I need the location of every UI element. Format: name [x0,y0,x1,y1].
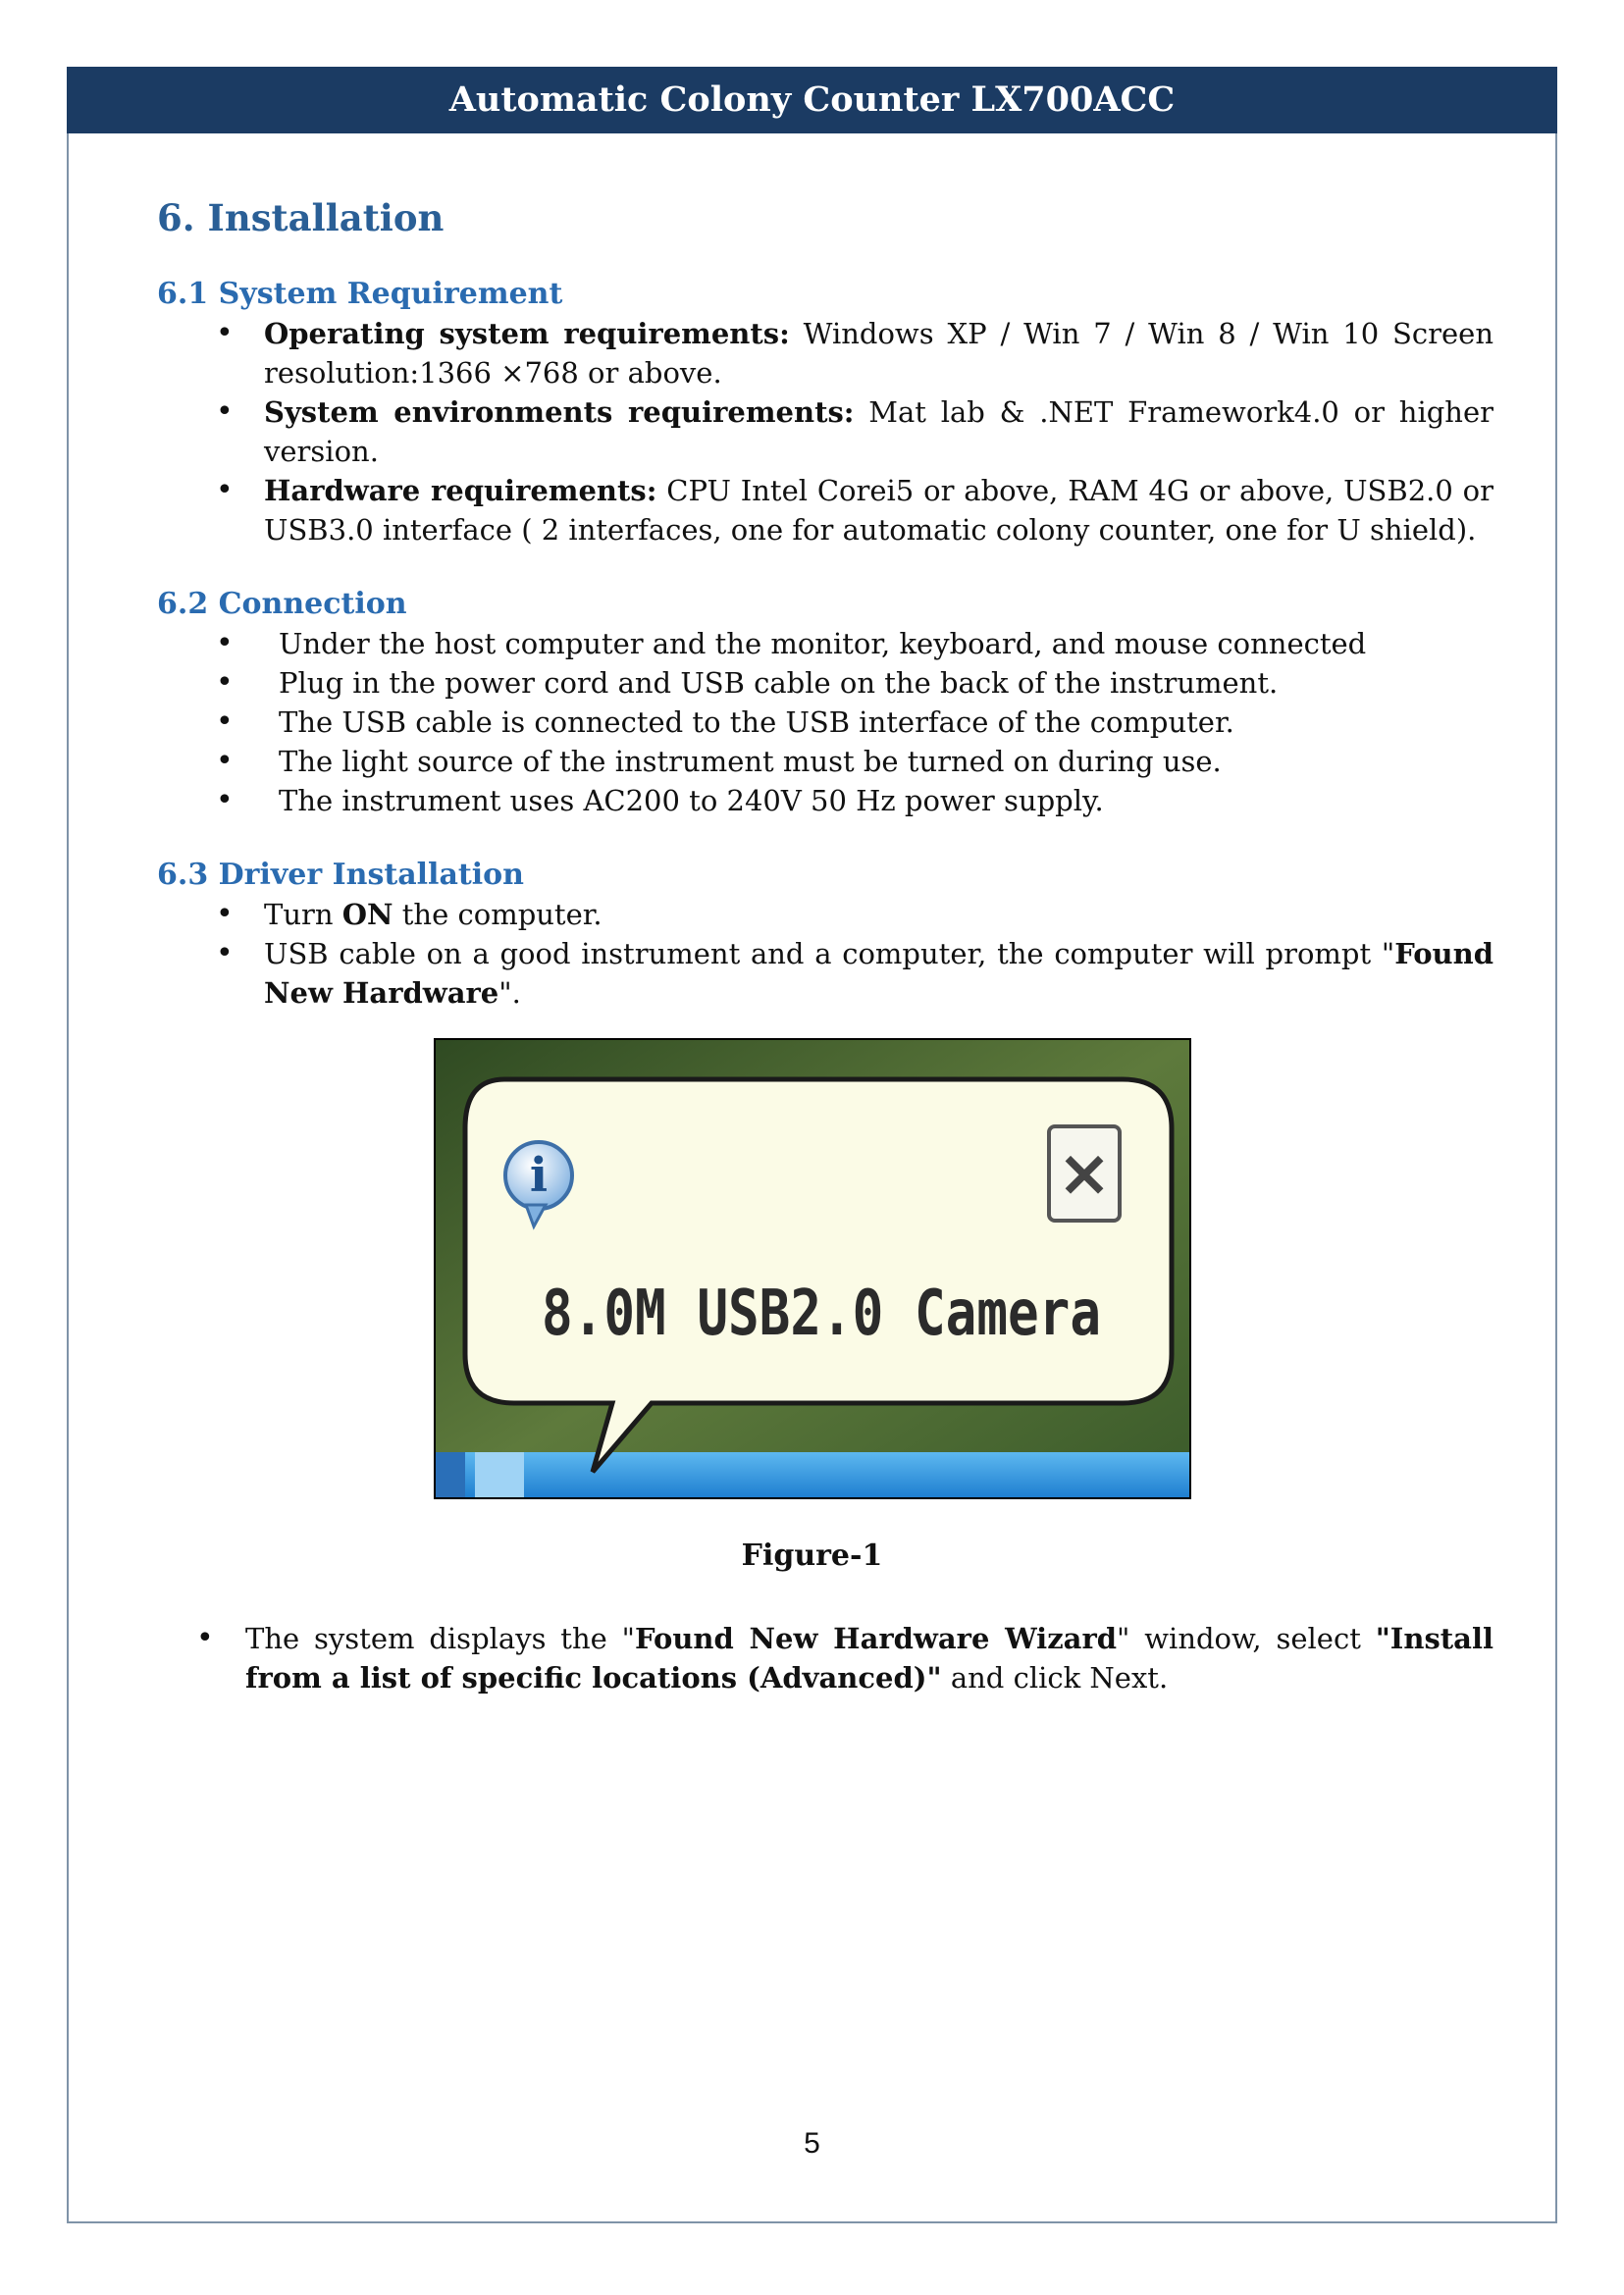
page-header [67,67,1557,133]
list-item [157,663,1493,703]
bullet-icon: • [216,626,234,660]
item-text: Under the host computer and the monitor, keyboard, and mouse connected [279,627,1367,660]
connection-list [157,624,1493,820]
header-title: Automatic Colony Counter LX700ACC [448,79,1176,120]
list-item [157,895,1493,934]
item-bold: Found New Hardware [264,937,1493,1010]
bullet-icon: • [216,783,234,817]
driver-list [157,895,1493,1013]
page-number: 5 [804,2127,820,2160]
subsection-title-driver-installation: 6.3 Driver Installation [157,858,524,892]
close-icon[interactable] [1049,1126,1120,1221]
list-item [157,703,1493,742]
balloon-text: 8.0M USB2.0 Camera [542,1278,1101,1350]
wizard-instruction [157,1619,1493,1697]
bullet-icon: • [216,704,234,739]
item-text: Windows XP / Win 7 / Win 8 / Win 10 Screen resolution:1366 ×768 or above. [264,317,1493,390]
item-text: the computer. [393,898,602,931]
bullet-icon: • [216,936,234,970]
wizard-list [157,1619,1493,1697]
item-label: System environments requirements: [264,395,855,429]
subsection-title-system-requirement: 6.1 System Requirement [157,277,563,311]
item-text: The instrument uses AC200 to 240V 50 Hz power supply. [279,784,1104,817]
bullet-icon: • [196,1621,214,1655]
item-bold: ON [341,898,393,931]
svg-text:i: i [529,1148,549,1203]
list-item [157,1619,1493,1697]
item-text: Mat lab & .NET Framework4.0 or higher version. [264,395,1493,468]
bullet-icon: • [216,473,234,507]
notification-balloon-illustration [436,1040,1189,1497]
item-bold: Found New Hardware Wizard [635,1622,1118,1655]
item-label: Hardware requirements: [264,474,657,507]
bullet-icon: • [216,744,234,778]
subsection-title-connection: 6.2 Connection [157,587,407,621]
bullet-icon: • [216,897,234,931]
item-text: ". [498,976,521,1010]
list-item [157,314,1493,392]
list-item [157,781,1493,820]
bullet-icon: • [216,316,234,350]
list-item [157,934,1493,1013]
section-title: 6. Installation [157,196,445,239]
item-text: " window, select [1117,1622,1376,1655]
item-label: Operating system requirements: [264,317,790,350]
svg-text:×: × [1057,1135,1112,1211]
list-item [157,742,1493,781]
figure-notification-screenshot [434,1038,1191,1499]
list-item [157,392,1493,471]
item-bold: "Install from a list of specific locations (Advanced)" [245,1622,1494,1695]
item-text: Plug in the power cord and USB cable on the back of the instrument. [279,666,1279,700]
list-item [157,471,1493,549]
item-text: Turn [264,898,342,931]
main-content [157,186,1493,1013]
item-text: and click Next. [941,1661,1169,1695]
bullet-icon: • [216,665,234,700]
item-text: The USB cable is connected to the USB interface of the computer. [279,705,1234,739]
item-text: USB cable on a good instrument and a computer, the computer will prompt " [264,937,1395,970]
requirements-list [157,314,1493,549]
item-text: The light source of the instrument must be turned on during use. [279,745,1222,778]
figure-caption: Figure-1 [741,1539,883,1573]
bullet-icon: • [216,394,234,429]
item-text: The system displays the " [245,1622,635,1655]
list-item [157,624,1493,663]
item-text: CPU Intel Corei5 or above, RAM 4G or above, USB2.0 or USB3.0 interface ( 2 interfaces, one for automatic colony counter, one for U shield). [264,474,1494,547]
